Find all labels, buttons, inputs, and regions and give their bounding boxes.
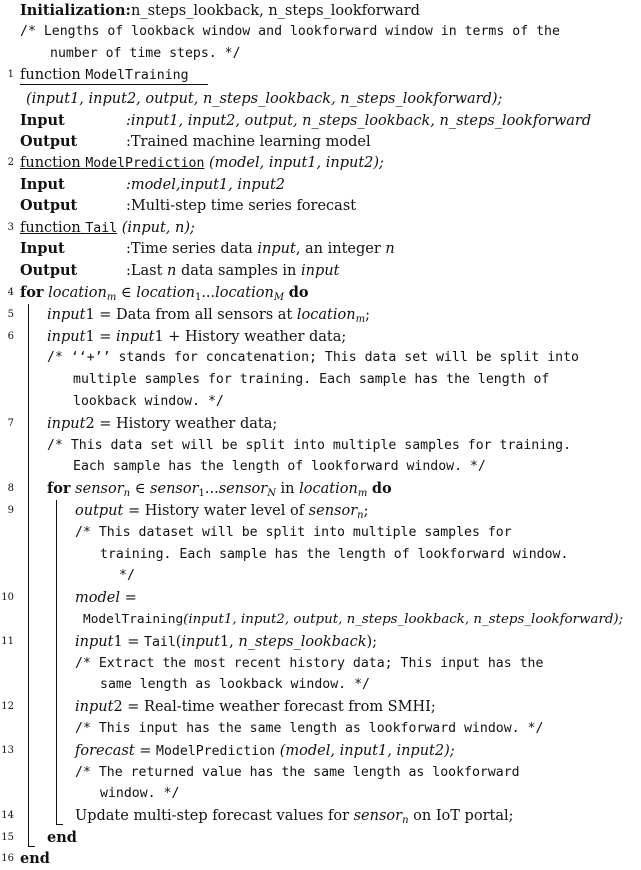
algo-line-10: 10 model =	[1, 590, 137, 606]
end-keyword: end	[47, 829, 77, 846]
algo-line-8: 8 for sensor$_n$ ∈ sensor$_1$...sensor$_N$ in location$_m$ do	[7, 480, 392, 499]
output-line: Output :Last n data samples in input	[20, 262, 340, 279]
comment-line: */	[119, 568, 135, 583]
underline-rule	[20, 84, 208, 85]
algo-line-10-cont: ModelTraining(input1, input2, output, n_steps_lookback, n_steps_lookforward);	[83, 612, 624, 627]
do-keyword: do	[371, 480, 392, 497]
do-keyword: do	[288, 284, 309, 301]
output-line: Output :Multi-step time series forecast	[20, 197, 357, 214]
comment-line: /* Extract the most recent history data; This input has the	[75, 656, 544, 671]
function-name: ModelTraining	[85, 68, 189, 83]
comment-line: training. Each sample has the length of lookforward window.	[100, 547, 569, 562]
comment-line: window. */	[100, 786, 180, 801]
algo-line-5: 5 input1 = Data from all sensors at location$_m$;	[7, 307, 370, 325]
function-name: ModelPrediction	[85, 156, 205, 171]
comment-line: /* This data set will be split into multiple samples for training.	[47, 438, 572, 453]
algo-line-2: 2 function ModelPrediction (model, input1, input2);	[0, 152, 641, 174]
initialization-line	[0, 0, 641, 22]
input-line: Input :model,input1, input2	[20, 176, 285, 193]
algo-line-9: 9 output = History water level of sensor$_n$;	[7, 503, 369, 521]
comment-line: /* ‘‘+’’ stands for concatenation; This data set will be split into	[47, 350, 579, 365]
algo-line-6: 6 input1 = input1 + History weather data;	[7, 329, 347, 345]
for-keyword: for	[47, 480, 71, 497]
line-number: 3	[7, 222, 14, 233]
function-keyword: function	[20, 67, 81, 83]
line-number: 2	[7, 157, 14, 168]
init-label: Initialization:	[20, 2, 131, 19]
algo-line-7: 7 input2 = History weather data;	[7, 416, 278, 432]
end-keyword: end	[20, 850, 50, 867]
input-line: Input :Time series data input, an integer n	[20, 240, 395, 257]
algo-line-3: 3 function Tail (input, n);	[0, 217, 641, 239]
algo-line-13: 13 forecast = ModelPrediction (model, input1, input2);	[1, 743, 455, 759]
line-number: 1	[7, 69, 14, 80]
algo-line-4: 4 for location$_m$ ∈ location$_1$...location$_M$ do	[7, 284, 309, 303]
comment-line: same length as lookback window. */	[100, 677, 370, 692]
input-line: Input :input1, input2, output, n_steps_lookback, n_steps_lookforward	[20, 112, 592, 129]
function-name: Tail	[85, 221, 118, 236]
comment-line: /* The returned value has the same length as lookforward	[75, 765, 520, 780]
function-keyword: function	[20, 155, 81, 171]
algo-line-14: 14 Update multi-step forecast values for sensor$_n$ on IoT portal;	[1, 808, 514, 826]
algo-line-15: 15 end	[0, 827, 641, 849]
init-value: n_steps_lookback, n_steps_lookforward	[131, 3, 420, 19]
comment-line: /* This input has the same length as lookforward window. */	[75, 721, 544, 736]
comment-line: Each sample has the length of lookforward window. */	[73, 459, 486, 474]
comment-line: number of time steps. */	[50, 46, 241, 61]
comment-line: lookback window. */	[73, 394, 224, 409]
comment-line: /* Lengths of lookback window and lookforward window in terms of the	[20, 24, 560, 39]
algo-line-11: 11 input1 = Tail(input1, n_steps_lookback);	[1, 634, 378, 650]
algo-line-12: 12 input2 = Real-time weather forecast from SMHI;	[1, 699, 436, 715]
function-keyword: function	[20, 220, 81, 236]
comment-line: /* This dataset will be split into multiple samples for	[75, 525, 512, 540]
output-line: Output :Trained machine learning model	[20, 133, 371, 150]
algo-line-16: 16 end	[0, 848, 641, 870]
algo-line-1	[0, 64, 641, 86]
for-keyword: for	[20, 284, 44, 301]
function-args: (input1, input2, output, n_steps_lookback, n_steps_lookforward);	[26, 91, 503, 107]
comment-line: multiple samples for training. Each sample has the length of	[73, 372, 550, 387]
